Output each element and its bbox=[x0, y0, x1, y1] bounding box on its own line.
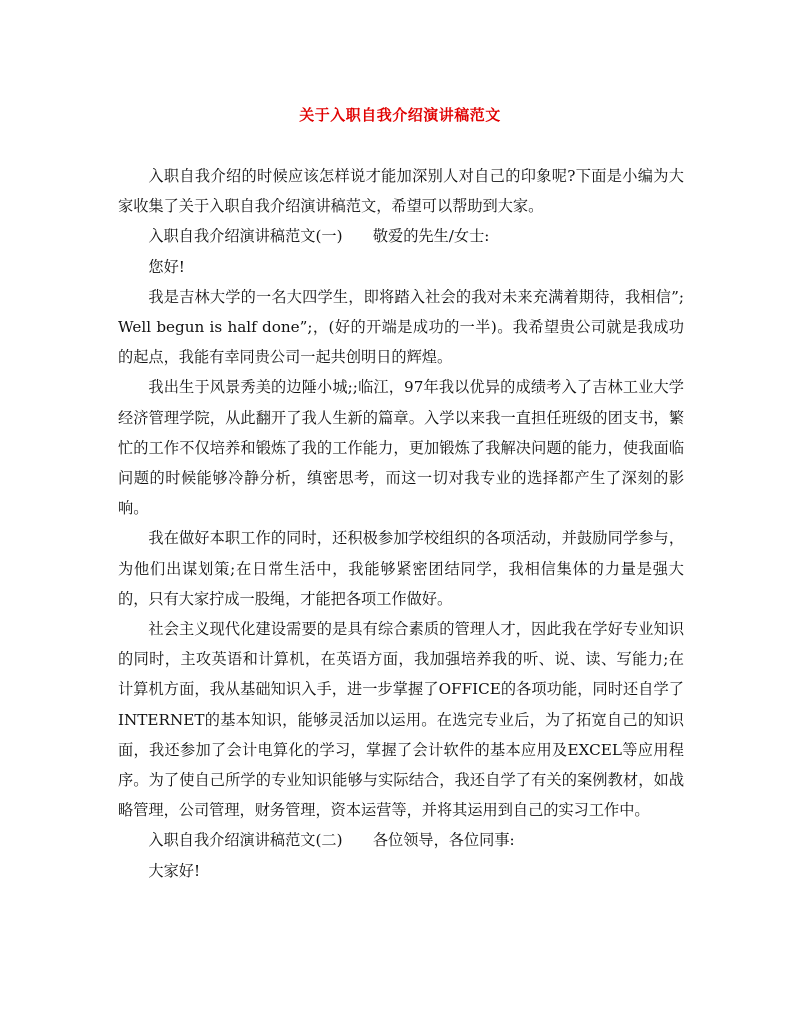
section-heading-one: 入职自我介绍演讲稿范文(一) 敬爱的先生/女士: bbox=[148, 227, 490, 246]
intro-paragraph: 入职自我介绍的时候应该怎样说才能加深别人对自己的印象呢?下面是小编为大家收集了关于入职自我介绍演讲稿范文，希望可以帮助到大家。 bbox=[118, 167, 684, 216]
body-paragraph: 我在做好本职工作的同时，还积极参加学校组织的各项活动，并鼓励同学参与，为他们出谋划策;在日常生活中，我能够紧密团结同学，我相信集体的力量是强大的，只有大家拧成一股绳，才能把各项工作做好。 bbox=[118, 529, 684, 608]
greeting-line: 您好! bbox=[148, 257, 185, 276]
document-title: 关于入职自我介绍演讲稿范文 bbox=[299, 106, 501, 124]
greeting-line: 大家好! bbox=[148, 861, 201, 880]
body-paragraph: 我出生于风景秀美的边陲小城;;临江，97年我以优异的成绩考入了吉林工业大学经济管理学院，从此翻开了我人生新的篇章。入学以来我一直担任班级的团支书，繁忙的工作不仅培养和锻炼了我的工作能力，更加锻炼了我解决问题的能力，使我面临问题的时候能够冷静分析，缜密思考，而这一切对我专业的选择都产生了深刻的影响。 bbox=[118, 378, 684, 518]
section-heading-two: 入职自我介绍演讲稿范文(二) 各位领导，各位同事: bbox=[148, 831, 515, 850]
document-body bbox=[118, 161, 684, 886]
body-paragraph: 我是吉林大学的一名大四学生，即将踏入社会的我对未来充满着期待，我相信”;Well begun is half done”;，(好的开端是成功的一半)。我希望贵公司就是我成功的起点，我能有幸同贵公司一起共创明日的辉煌。 bbox=[118, 287, 684, 367]
body-paragraph: 社会主义现代化建设需要的是具有综合素质的管理人才，因此我在学好专业知识的同时，主攻英语和计算机，在英语方面，我加强培养我的听、说、读、写能力;在计算机方面，我从基础知识入手，进一步掌握了OFFICE的各项功能，同时还自学了INTERNET的基本知识，能够灵活加以运用。在选完专业后，为了拓宽自己的知识面，我还参加了会计电算化的学习，掌握了会计软件的基本应用及EXCEL等应用程序。为了使自己所学的专业知识能够与实际结合，我还自学了有关的案例教材，如战略管理，公司管理，财务管理，资本运营等，并将其运用到自己的实习工作中。 bbox=[118, 620, 684, 820]
